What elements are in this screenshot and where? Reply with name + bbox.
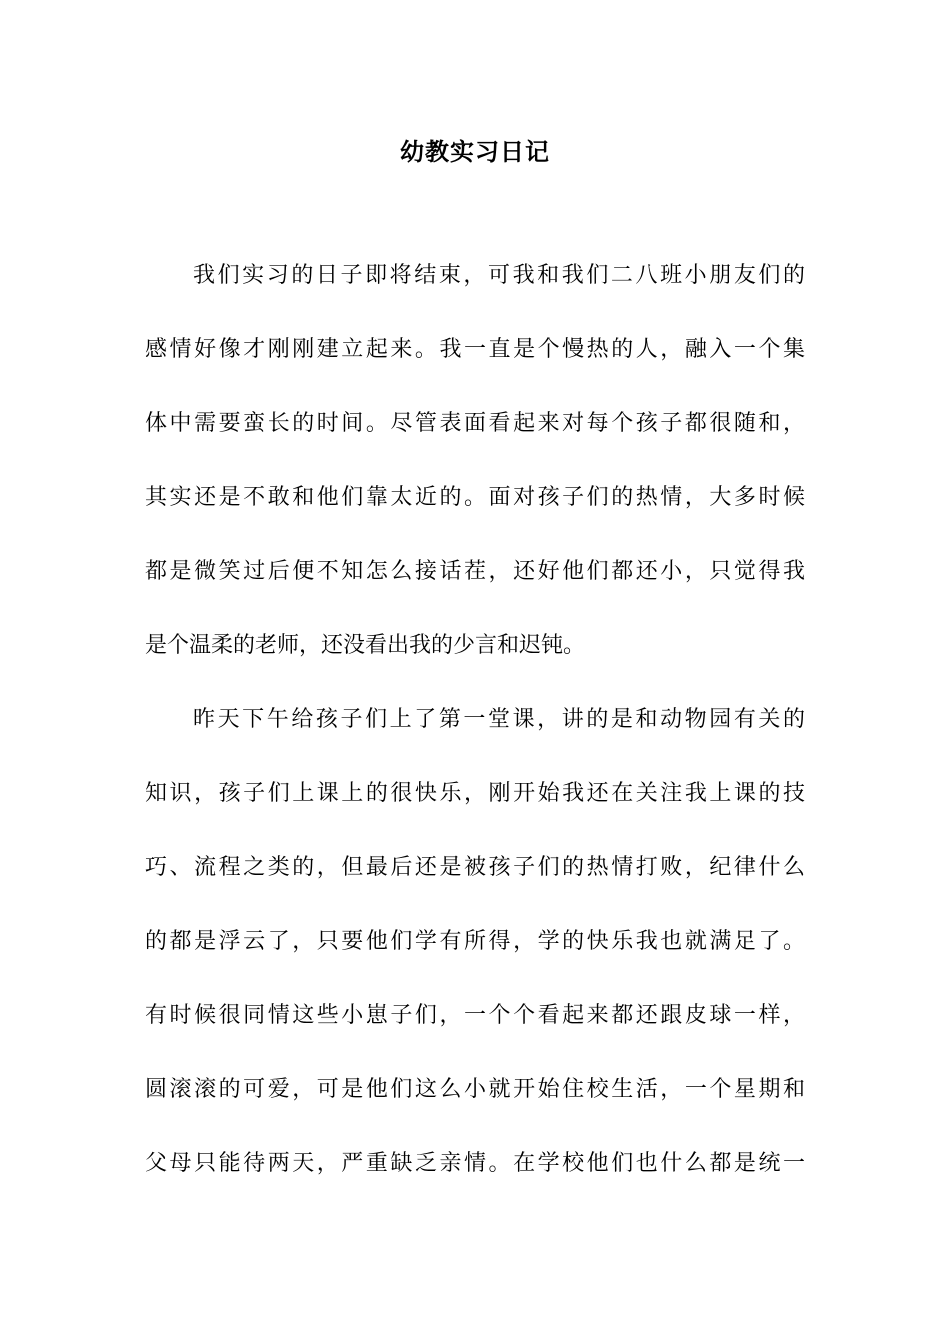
paragraph-1-line-6: 是个温柔的老师，还没看出我的少言和迟钝。: [145, 633, 586, 658]
paragraph-1-line-5: 都是微笑过后便不知怎么接话茬，还好他们都还小，只觉得我: [145, 559, 805, 584]
paragraph-2-line-7: 父母只能待两天，严重缺乏亲情。在学校他们也什么都是统一: [145, 1151, 805, 1176]
paragraph-2-line-2: 知识，孩子们上课上的很快乐，刚开始我还在关注我上课的技: [145, 781, 805, 806]
paragraph-2-line-6: 圆滚滚的可爱，可是他们这么小就开始住校生活，一个星期和: [145, 1077, 805, 1102]
paragraph-2-line-3: 巧、流程之类的，但最后还是被孩子们的热情打败，纪律什么: [145, 855, 805, 880]
paragraph-1-line-4: 其实还是不敢和他们靠太近的。面对孩子们的热情，大多时候: [145, 485, 805, 510]
document-title: 幼教实习日记: [400, 137, 550, 166]
paragraph-1-line-1: 我们实习的日子即将结束，可我和我们二八班小朋友们的: [193, 263, 805, 288]
paragraph-2-line-4: 的都是浮云了，只要他们学有所得，学的快乐我也就满足了。: [145, 929, 805, 954]
paragraph-2-line-1: 昨天下午给孩子们上了第一堂课，讲的是和动物园有关的: [193, 707, 805, 732]
paragraph-1-line-2: 感情好像才刚刚建立起来。我一直是个慢热的人，融入一个集: [145, 337, 805, 362]
paragraph-2-line-5: 有时候很同情这些小崽子们，一个个看起来都还跟皮球一样，: [145, 1003, 805, 1028]
paragraph-1-line-3: 体中需要蛮长的时间。尽管表面看起来对每个孩子都很随和，: [145, 411, 805, 436]
